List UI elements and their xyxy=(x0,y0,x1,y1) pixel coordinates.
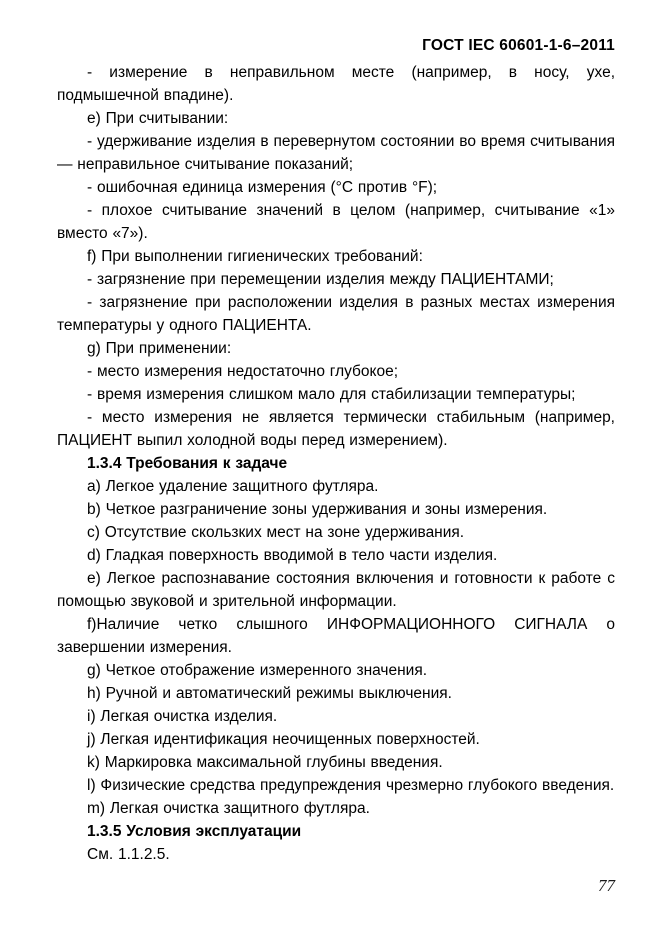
paragraph: b) Четкое разграничение зоны удерживания и зоны измерения. xyxy=(87,501,548,518)
paragraph: e) При считывании: xyxy=(87,110,229,127)
paragraph: - измерение в неправильном месте (например, в носу, ухе, подмышечной впадине). xyxy=(57,64,615,104)
paragraph: - ошибочная единица измерения (°С против °F); xyxy=(87,179,438,196)
paragraph: k) Маркировка максимальной глубины введения. xyxy=(87,754,443,771)
paragraph: m) Легкая очистка защитного футляра. xyxy=(87,800,370,817)
document-header-gost-number: ГОСТ IEC 60601-1-6–2011 xyxy=(422,37,615,54)
paragraph: a) Легкое удаление защитного футляра. xyxy=(87,478,379,495)
paragraph: g) Четкое отображение измеренного значения. xyxy=(87,662,428,679)
paragraph: j) Легкая идентификация неочищенных поверхностей. xyxy=(87,731,480,748)
paragraph: См. 1.1.2.5. xyxy=(87,846,170,863)
paragraph: - загрязнение при перемещении изделия между ПАЦИЕНТАМИ; xyxy=(87,271,554,288)
paragraph: e) Легкое распознавание состояния включения и готовности к работе с помощью звуковой и зрительной информации. xyxy=(57,570,615,610)
section-heading: 1.3.4 Требования к задаче xyxy=(87,455,288,472)
paragraph: f)Наличие четко слышного ИНФОРМАЦИОННОГО СИГНАЛА о завершении измерения. xyxy=(57,616,615,656)
paragraph: l) Физические средства предупреждения чрезмерно глубокого введения. xyxy=(87,777,615,794)
paragraph: - удерживание изделия в перевернутом состоянии во время считывания — неправильное считывание показаний; xyxy=(57,133,615,173)
paragraph: - загрязнение при расположении изделия в разных местах измерения температуры у одного ПАЦИЕНТА. xyxy=(57,294,615,334)
paragraph: - место измерения не является термически стабильным (например, ПАЦИЕНТ выпил холодной воды перед измерением). xyxy=(57,409,615,449)
paragraph: i) Легкая очистка изделия. xyxy=(87,708,278,725)
paragraph: c) Отсутствие скользких мест на зоне удерживания. xyxy=(87,524,465,541)
paragraph: - место измерения недостаточно глубокое; xyxy=(87,363,399,380)
paragraph: - время измерения слишком мало для стабилизации температуры; xyxy=(87,386,576,403)
document-body xyxy=(57,61,615,866)
paragraph: h) Ручной и автоматический режимы выключения. xyxy=(87,685,452,702)
section-heading: 1.3.5 Условия эксплуатации xyxy=(87,823,302,840)
paragraph: - плохое считывание значений в целом (например, считывание «1» вместо «7»). xyxy=(57,202,615,242)
paragraph: g) При применении: xyxy=(87,340,232,357)
paragraph: f) При выполнении гигиенических требований: xyxy=(87,248,423,265)
paragraph: d) Гладкая поверхность вводимой в тело части изделия. xyxy=(87,547,498,564)
page-number: 77 xyxy=(598,876,615,895)
